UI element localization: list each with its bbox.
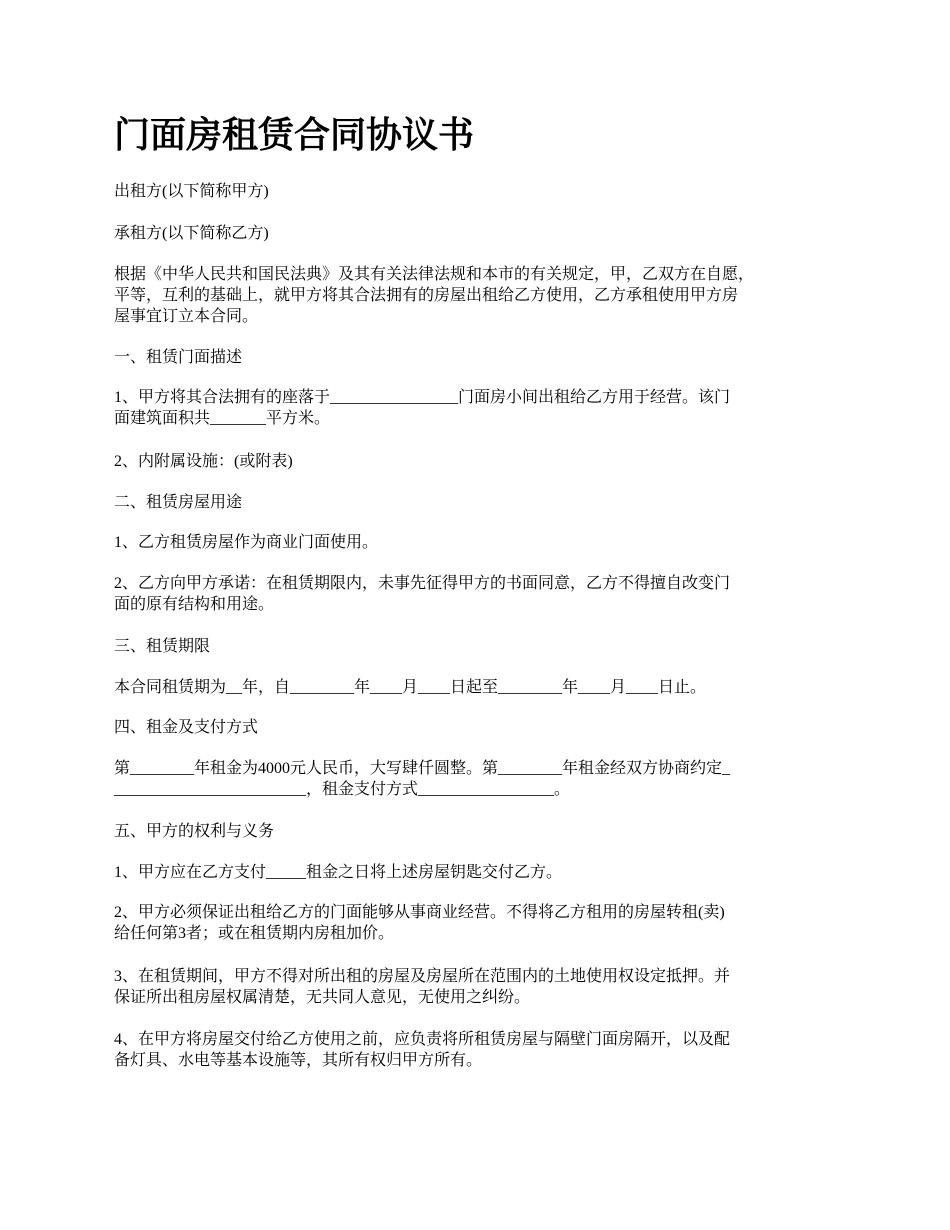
document-title: 门面房租赁合同协议书: [114, 115, 475, 156]
clause-5-2: 2、甲方必须保证出租给乙方的门面能够从事商业经营。不得将乙方租用的房屋转租(卖) 给任何第3者；或在租赁期内房租加价。: [114, 904, 725, 942]
section-heading-1: 一、租赁门面描述: [114, 349, 243, 366]
section-heading-3: 三、租赁期限: [114, 638, 211, 655]
clause-2-1: 1、乙方租赁房屋作为商业门面使用。: [114, 534, 379, 551]
preamble-paragraph: 根据《中华人民共和国民法典》及其有关法律法规和本市的有关规定，甲，乙双方在自愿， 平等，互利的基础上，就甲方将其合法拥有的房屋出租给乙方使用，乙方承租使用甲方房 屋事宜订立本合同。: [114, 266, 755, 325]
section-heading-2: 二、租赁房屋用途: [114, 494, 243, 511]
clause-5-4: 4、在甲方将房屋交付给乙方使用之前，应负责将所租赁房屋与隔壁门面房隔开，以及配 备灯具、水电等基本设施等，其所有权归甲方所有。: [114, 1031, 731, 1069]
rent-clause: 第________年租金为4000元人民币，大写肆仟圆整。第________年租金经双方协商约定_ ________________________，租金支付方式_________________。: [114, 760, 731, 798]
lease-term-clause: 本合同租赁期为__年，自________年____月____日起至________年____月____日止。: [114, 679, 707, 696]
section-heading-5: 五、甲方的权利与义务: [114, 823, 275, 840]
section-heading-4: 四、租金及支付方式: [114, 719, 259, 736]
clause-1-2: 2、内附属设施：(或附表): [114, 453, 293, 470]
party-b-line: 承租方(以下简称乙方): [114, 225, 269, 242]
clause-5-3: 3、在租赁期间，甲方不得对所出租的房屋及房屋所在范围内的土地使用权设定抵押。并 保证所出租房屋权属清楚，无共同人意见，无使用之纠纷。: [114, 968, 731, 1006]
clause-1-1: 1、甲方将其合法拥有的座落于________________门面房小间出租给乙方用于经营。该门 面建筑面积共_______平方米。: [114, 389, 731, 427]
clause-2-2: 2、乙方向甲方承诺：在租赁期限内，未事先征得甲方的书面同意，乙方不得擅自改变门 面的原有结构和用途。: [114, 575, 731, 613]
party-a-line: 出租方(以下简称甲方): [114, 183, 269, 200]
clause-5-1: 1、甲方应在乙方支付_____租金之日将上述房屋钥匙交付乙方。: [114, 864, 563, 881]
